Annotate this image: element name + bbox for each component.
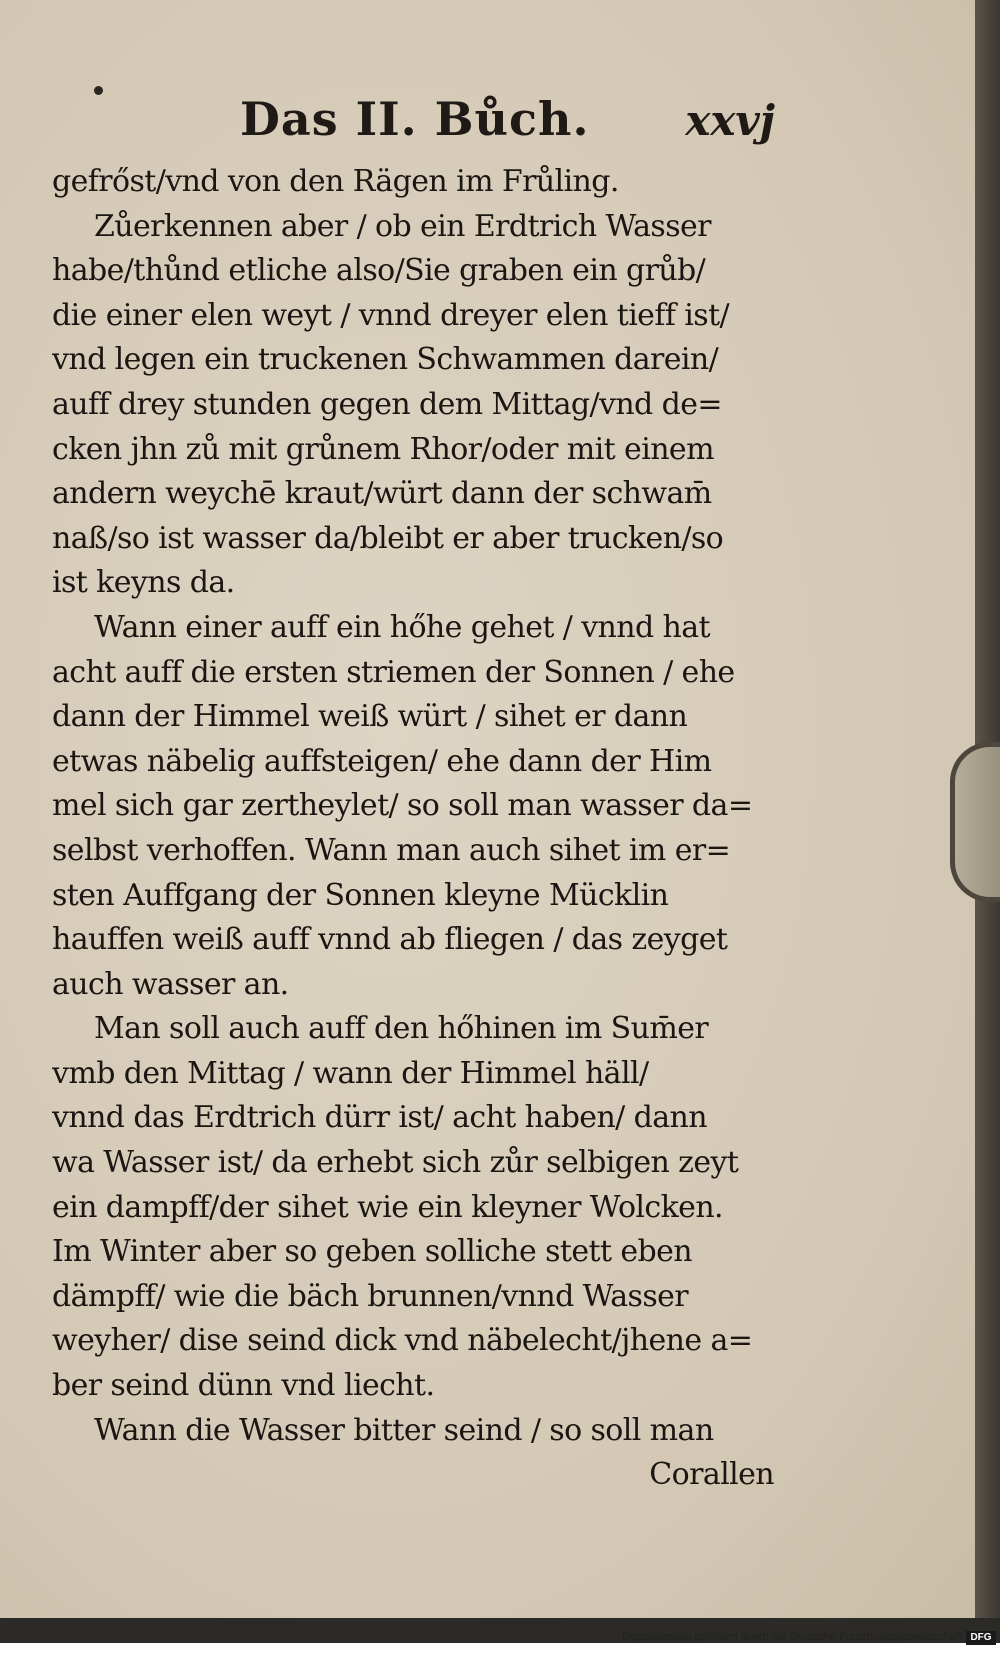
text-line: habe/thůnd etliche also/Sie graben ein grůb/ xyxy=(52,253,706,289)
text-line: cken jhn zů mit grůnem Rhor/oder mit einem xyxy=(52,431,714,467)
page-header xyxy=(240,92,775,152)
book-clasp xyxy=(950,742,1000,902)
text-line: auff drey stunden gegen dem Mittag/vnd de= xyxy=(52,386,722,422)
text-line: naß/so ist wasser da/bleibt er aber trucken/so xyxy=(52,520,724,556)
text-line: ist keyns da. xyxy=(52,565,235,601)
text-line: selbst verhoffen. Wann man auch sihet im er= xyxy=(52,832,731,868)
text-line: hauffen weiß auff vnnd ab fliegen / das zeyget xyxy=(52,922,728,958)
text-line: Wann einer auff ein hőhe gehet / vnnd hat xyxy=(94,609,711,645)
funding-credit: Digitalisierung gefördert durch die Deutsche Forschungsgemeinschaft xyxy=(622,1631,962,1643)
text-line: die einer elen weyt / vnnd dreyer elen tieff ist/ xyxy=(52,297,730,333)
folio-number: xxvj xyxy=(685,96,775,145)
text-line: acht auff die ersten striemen der Sonnen / ehe xyxy=(52,654,735,690)
text-line: mel sich gar zertheylet/ so soll man wasser da= xyxy=(52,788,753,824)
text-line: auch wasser an. xyxy=(52,966,289,1002)
text-line: wa Wasser ist/ da erhebt sich zůr selbigen zeyt xyxy=(52,1145,739,1181)
text-line: dämpff/ wie die bäch brunnen/vnnd Wasser xyxy=(52,1278,689,1314)
footer-bar xyxy=(0,1643,1000,1653)
ink-spot xyxy=(94,86,103,95)
text-line: sten Auffgang der Sonnen kleyne Mücklin xyxy=(52,877,669,913)
text-line: vmb den Mittag / wann der Himmel häll/ xyxy=(52,1055,649,1091)
body-text xyxy=(52,160,774,1498)
text-line: Im Winter aber so geben solliche stett eben xyxy=(52,1234,692,1270)
text-line: Man soll auch auff den hőhinen im Sum̄er xyxy=(94,1011,709,1047)
text-line: ber seind dünn vnd liecht. xyxy=(52,1368,435,1404)
text-line: ein dampff/der sihet wie ein kleyner Wolcken. xyxy=(52,1189,723,1225)
text-line: gefrőst/vnd von den Rägen im Frůling. xyxy=(52,164,619,199)
running-title: Das II. Bůch. xyxy=(240,92,590,146)
catchword: Corallen xyxy=(649,1457,774,1493)
text-line: weyher/ dise seind dick vnd näbelecht/jhene a= xyxy=(52,1323,753,1359)
text-line: vnnd das Erdtrich dürr ist/ acht haben/ dann xyxy=(52,1100,707,1136)
dfg-logo: DFG xyxy=(966,1631,996,1645)
text-line: andern weychē kraut/würt dann der schwam̄ xyxy=(52,476,712,512)
text-line: Zůerkennen aber / ob ein Erdtrich Wasser xyxy=(94,208,711,244)
text-line: vnd legen ein truckenen Schwammen darein/ xyxy=(52,342,719,378)
text-line: Wann die Wasser bitter seind / so soll man xyxy=(94,1412,714,1448)
text-line: dann der Himmel weiß würt / sihet er dann xyxy=(52,699,688,735)
text-line: etwas näbelig auffsteigen/ ehe dann der Him xyxy=(52,743,712,779)
